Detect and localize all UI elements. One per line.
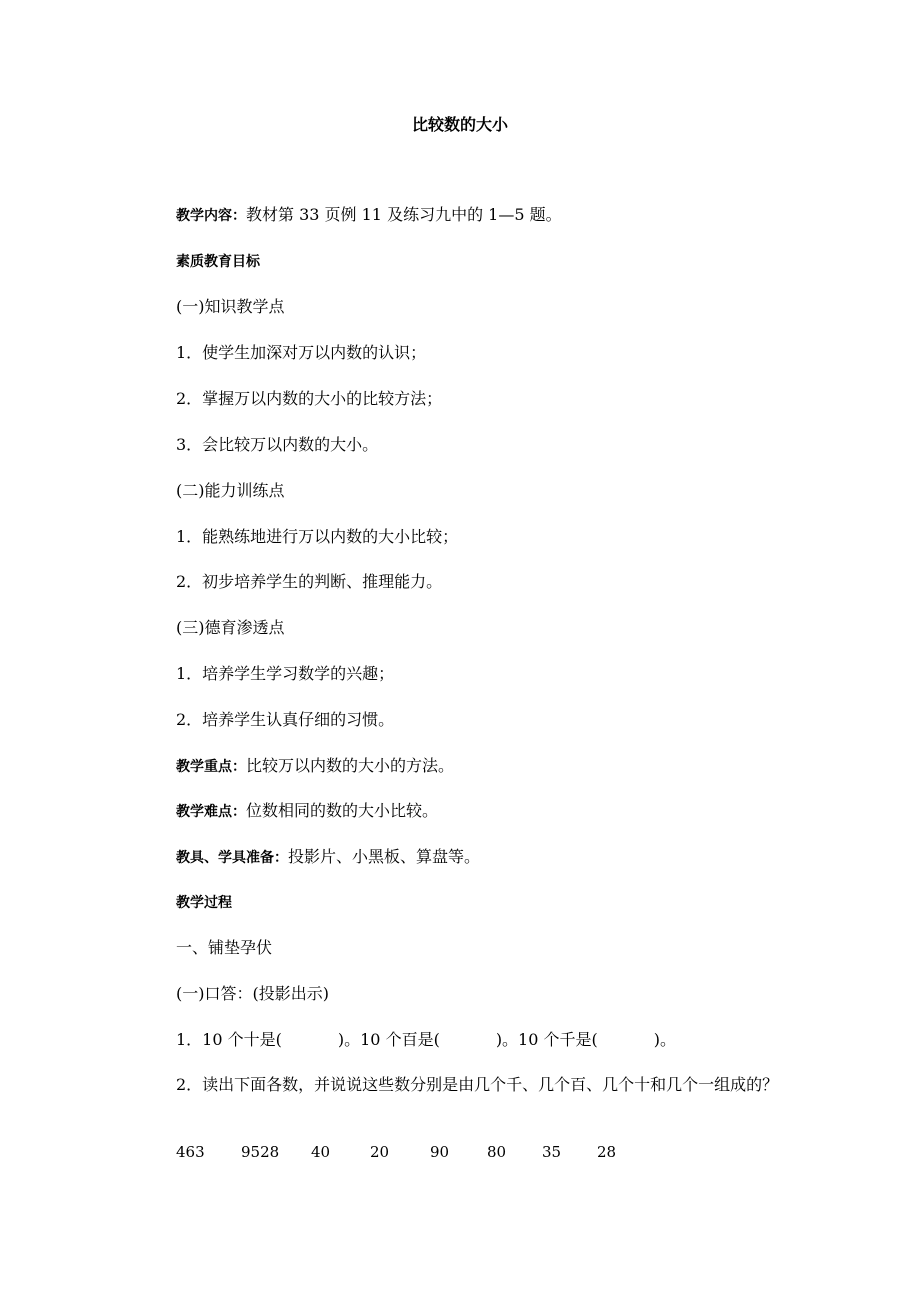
key-point-text: 比较万以内数的大小的方法。 — [246, 756, 455, 775]
ability-item-2: 2．初步培养学生的判断、推理能力。 — [176, 572, 443, 591]
teaching-content-text: 教材第 33 页例 11 及练习九中的 1—5 题。 — [246, 205, 562, 224]
question-1 — [176, 1029, 676, 1051]
tools-text: 投影片、小黑板、算盘等。 — [288, 847, 481, 866]
question-1-part-2: )。10 个百是( — [337, 1030, 440, 1049]
number-item: 28 — [597, 1143, 617, 1161]
ability-heading: (二)能力训练点 — [176, 481, 285, 500]
number-item: 20 — [370, 1143, 390, 1161]
knowledge-item-3: 3．会比较万以内数的大小。 — [176, 435, 379, 454]
knowledge-item-1: 1．使学生加深对万以内数的认识； — [176, 343, 427, 362]
number-item: 463 — [176, 1143, 205, 1161]
process-heading: 教学过程 — [176, 895, 232, 911]
tools-label: 教具、学具准备： — [176, 850, 288, 866]
document-title: 比较数的大小 — [411, 115, 508, 134]
key-point-line — [176, 755, 454, 778]
ability-item-1: 1．能熟练地进行万以内数的大小比较； — [176, 527, 459, 546]
moral-item-2: 2．培养学生认真仔细的习惯。 — [176, 710, 395, 729]
moral-item-1: 1．培养学生学习数学的兴趣； — [176, 664, 395, 683]
teaching-content-label: 教学内容： — [176, 208, 246, 224]
moral-heading: (三)德育渗透点 — [176, 618, 285, 637]
question-2: 2．读出下面各数，并说说这些数分别是由几个千、几个百、几个十和几个一组成的？ — [176, 1075, 779, 1094]
question-1-part-4: )。 — [653, 1030, 676, 1049]
key-point-label: 教学重点： — [176, 759, 246, 775]
difficulty-label: 教学难点： — [176, 804, 246, 820]
number-item: 90 — [430, 1143, 450, 1161]
difficulty-line — [176, 800, 438, 823]
number-item: 35 — [542, 1143, 562, 1161]
tools-line — [176, 846, 480, 869]
step1-heading: 一、铺垫孕伏 — [176, 938, 273, 957]
number-item: 80 — [487, 1143, 507, 1161]
oral-heading: (一)口答：(投影出示) — [176, 984, 329, 1003]
goals-heading: 素质教育目标 — [176, 254, 260, 270]
question-1-part-1: 1．10 个十是( — [176, 1030, 282, 1049]
teaching-content-line — [176, 204, 562, 227]
knowledge-item-2: 2．掌握万以内数的大小的比较方法； — [176, 389, 443, 408]
question-1-part-3: )。10 个千是( — [495, 1030, 598, 1049]
number-item: 40 — [311, 1143, 331, 1161]
knowledge-heading: (一)知识教学点 — [176, 297, 285, 316]
difficulty-text: 位数相同的数的大小比较。 — [246, 801, 439, 820]
number-item: 9528 — [241, 1143, 280, 1161]
